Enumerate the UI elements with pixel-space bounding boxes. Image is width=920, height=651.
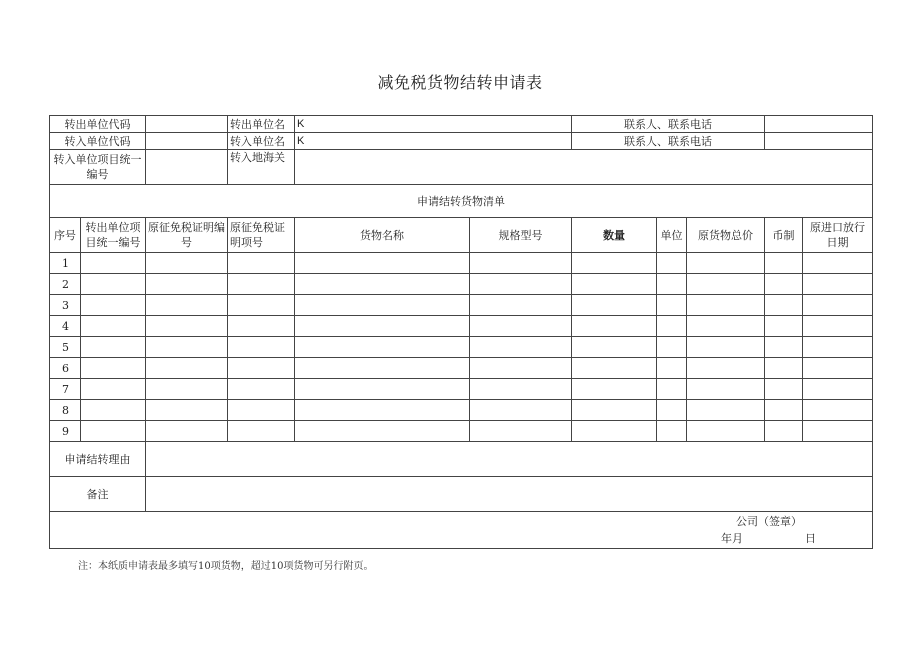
in-code-label: 转入单位代码 <box>50 133 146 150</box>
cell[interactable] <box>295 379 470 400</box>
list-title: 申请结转货物清单 <box>50 185 873 218</box>
table-row <box>50 274 873 295</box>
cell[interactable] <box>81 253 146 274</box>
row-number: 8 <box>50 400 81 421</box>
out-name-field[interactable]: K <box>295 116 572 133</box>
in-project-row <box>50 150 873 185</box>
cell[interactable] <box>146 253 228 274</box>
cell[interactable] <box>687 337 765 358</box>
col-unit: 单位 <box>657 218 687 253</box>
cell[interactable] <box>572 295 657 316</box>
cell[interactable] <box>657 253 687 274</box>
cell[interactable] <box>657 400 687 421</box>
in-customs-field[interactable] <box>295 150 873 185</box>
row-number: 2 <box>50 274 81 295</box>
cell[interactable] <box>146 421 228 442</box>
out-code-label: 转出单位代码 <box>50 116 146 133</box>
cell[interactable] <box>572 253 657 274</box>
cell[interactable] <box>657 358 687 379</box>
row-number: 4 <box>50 316 81 337</box>
cell[interactable] <box>803 316 873 337</box>
cell[interactable] <box>295 421 470 442</box>
cell[interactable] <box>687 421 765 442</box>
cell[interactable] <box>687 379 765 400</box>
row-number: 6 <box>50 358 81 379</box>
cell[interactable] <box>803 295 873 316</box>
table-row <box>50 358 873 379</box>
remark-row <box>50 477 873 512</box>
form-title: 减免税货物结转申请表 <box>377 73 543 92</box>
cell[interactable] <box>81 337 146 358</box>
col-orig-item: 原征免税证明项号 <box>228 218 295 253</box>
cell[interactable] <box>470 295 572 316</box>
cell[interactable] <box>765 316 803 337</box>
cell[interactable] <box>470 274 572 295</box>
cell[interactable] <box>295 337 470 358</box>
out-name-label: 转出单位名 <box>228 116 295 133</box>
cell[interactable] <box>81 421 146 442</box>
contact-field-1[interactable] <box>765 116 873 133</box>
cell[interactable] <box>228 400 295 421</box>
cell[interactable] <box>765 400 803 421</box>
row-number: 1 <box>50 253 81 274</box>
row-number: 9 <box>50 421 81 442</box>
col-total: 原货物总价 <box>687 218 765 253</box>
cell[interactable] <box>572 379 657 400</box>
cell[interactable] <box>81 316 146 337</box>
cell[interactable] <box>228 421 295 442</box>
table-row <box>50 295 873 316</box>
contact-field-2[interactable] <box>765 133 873 150</box>
cell[interactable] <box>803 379 873 400</box>
cell[interactable] <box>470 421 572 442</box>
cell[interactable] <box>657 316 687 337</box>
cell[interactable] <box>146 379 228 400</box>
table-row <box>50 400 873 421</box>
cell[interactable] <box>687 274 765 295</box>
day-label: 日 <box>805 532 816 545</box>
col-currency: 币制 <box>765 218 803 253</box>
cell[interactable] <box>572 421 657 442</box>
cell[interactable] <box>765 253 803 274</box>
col-spec: 规格型号 <box>470 218 572 253</box>
cell[interactable] <box>572 337 657 358</box>
cell[interactable] <box>687 358 765 379</box>
cell[interactable] <box>803 337 873 358</box>
cell[interactable] <box>657 274 687 295</box>
cell[interactable] <box>765 295 803 316</box>
remark-label: 备注 <box>50 477 146 512</box>
out-code-field[interactable] <box>146 116 228 133</box>
cell[interactable] <box>295 253 470 274</box>
cell[interactable] <box>81 379 146 400</box>
cell[interactable] <box>572 274 657 295</box>
row-number: 7 <box>50 379 81 400</box>
col-qty: 数量 <box>572 218 657 253</box>
cell[interactable] <box>803 274 873 295</box>
column-header-row <box>50 218 873 253</box>
table-row <box>50 337 873 358</box>
reason-field[interactable] <box>146 442 873 477</box>
cell[interactable] <box>470 400 572 421</box>
cell[interactable] <box>295 274 470 295</box>
cell[interactable] <box>572 358 657 379</box>
cell[interactable] <box>470 316 572 337</box>
year-month-label: 年月 <box>721 532 743 545</box>
cell[interactable] <box>295 400 470 421</box>
cell[interactable] <box>228 316 295 337</box>
cell[interactable] <box>228 337 295 358</box>
table-row <box>50 421 873 442</box>
in-customs-label: 转入地海关 <box>228 150 295 185</box>
cell[interactable] <box>295 295 470 316</box>
cell[interactable] <box>146 337 228 358</box>
cell[interactable] <box>687 253 765 274</box>
col-import-date: 原进口放行日期 <box>803 218 873 253</box>
cell[interactable] <box>146 400 228 421</box>
cell[interactable] <box>470 358 572 379</box>
cell[interactable] <box>657 421 687 442</box>
reason-row <box>50 442 873 477</box>
cell[interactable] <box>146 316 228 337</box>
cell[interactable] <box>146 358 228 379</box>
table-row <box>50 316 873 337</box>
table-row <box>50 253 873 274</box>
transfer-form-table <box>49 115 873 549</box>
cell[interactable] <box>687 316 765 337</box>
cell[interactable] <box>228 253 295 274</box>
cell[interactable] <box>295 316 470 337</box>
contact-label-1: 联系人、联系电话 <box>572 116 765 133</box>
cell[interactable] <box>803 421 873 442</box>
list-title-row <box>50 185 873 218</box>
cell[interactable] <box>803 253 873 274</box>
cell[interactable] <box>803 400 873 421</box>
cell[interactable] <box>572 400 657 421</box>
cell[interactable] <box>228 358 295 379</box>
cell[interactable] <box>146 295 228 316</box>
remark-field[interactable] <box>146 477 873 512</box>
cell[interactable] <box>657 295 687 316</box>
cell[interactable] <box>572 316 657 337</box>
footnote: 注：本纸质申请表最多填写10项货物，超过10项货物可另行附页。 <box>78 561 374 572</box>
cell[interactable] <box>81 274 146 295</box>
cell[interactable] <box>81 295 146 316</box>
in-code-field[interactable] <box>146 133 228 150</box>
cell[interactable] <box>765 379 803 400</box>
in-project-label: 转入单位项目统一编号 <box>50 150 146 185</box>
row-number: 5 <box>50 337 81 358</box>
cell[interactable] <box>470 337 572 358</box>
cell[interactable] <box>765 358 803 379</box>
cell[interactable] <box>470 253 572 274</box>
out-unit-row <box>50 116 873 133</box>
cell[interactable] <box>765 274 803 295</box>
reason-label: 申请结转理由 <box>50 442 146 477</box>
signature-row <box>50 512 873 549</box>
col-seq: 序号 <box>50 218 81 253</box>
col-orig-cert: 原征免税证明编号 <box>146 218 228 253</box>
cell[interactable] <box>470 379 572 400</box>
col-out-project: 转出单位项目统一编号 <box>81 218 146 253</box>
table-row <box>50 379 873 400</box>
cell[interactable] <box>228 274 295 295</box>
contact-label-2: 联系人、联系电话 <box>572 133 765 150</box>
cell[interactable] <box>228 379 295 400</box>
cell[interactable] <box>146 274 228 295</box>
col-goods-name: 货物名称 <box>295 218 470 253</box>
cell[interactable] <box>81 358 146 379</box>
cell[interactable] <box>687 400 765 421</box>
in-unit-row <box>50 133 873 150</box>
cell[interactable] <box>657 337 687 358</box>
in-name-label: 转入单位名 <box>228 133 295 150</box>
cell[interactable] <box>687 295 765 316</box>
cell[interactable] <box>81 400 146 421</box>
in-project-field[interactable] <box>146 150 228 185</box>
signature-block <box>50 512 872 548</box>
company-seal-label: 公司（签章） <box>736 515 802 528</box>
cell[interactable] <box>657 379 687 400</box>
cell[interactable] <box>228 295 295 316</box>
cell[interactable] <box>803 358 873 379</box>
cell[interactable] <box>765 421 803 442</box>
cell[interactable] <box>295 358 470 379</box>
cell[interactable] <box>765 337 803 358</box>
in-name-field[interactable]: K <box>295 133 572 150</box>
row-number: 3 <box>50 295 81 316</box>
